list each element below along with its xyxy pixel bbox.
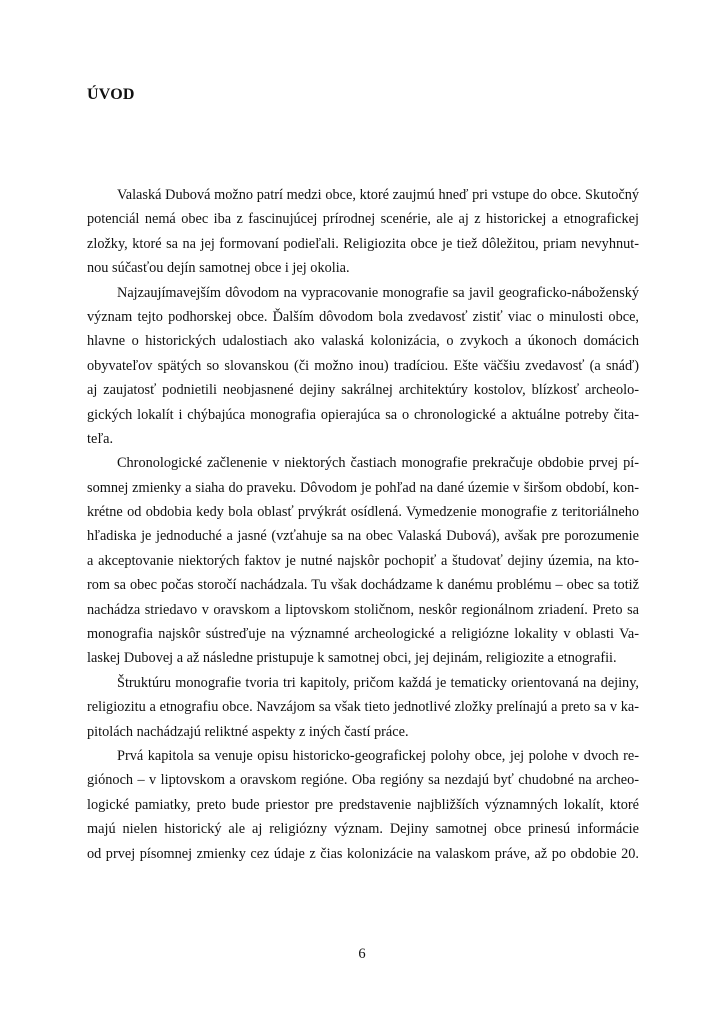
text-line: somnej zmienky a siaha do praveku. Dôvodom je pohľad na dané územie v širšom období, kon- bbox=[87, 479, 639, 496]
text-line: rom sa obec počas storočí nachádzala. Tu však dochádzame k danému problému – obec sa totiž bbox=[87, 577, 639, 594]
text-line: logické pamiatky, preto bude priestor pre predstavenie najbližších významných lokalít, ktoré bbox=[87, 796, 639, 813]
text-line: religiozitu a etnografiu obce. Navzájom sa však tieto jednotlivé zložky prelínajú a preto sa v ka- bbox=[87, 699, 639, 716]
text-line: teľa. bbox=[87, 430, 114, 447]
text-line: nachádza striedavo v oravskom a liptovskom stoličnom, neskôr regionálnom zriadení. Preto sa bbox=[87, 601, 639, 618]
text-line: zložky, ktoré sa na jej formovaní podieľali. Religiozita obce je tiež dôležitou, priam nevyhnut- bbox=[87, 235, 639, 252]
paragraph bbox=[87, 183, 639, 281]
text-line: krétne od obdobia kedy bola oblasť prvýkrát osídlená. Vymedzenie monografie z teritoriálneho bbox=[87, 504, 639, 521]
text-line: Najzaujímavejším dôvodom na vypracovanie monografie sa javil geograficko-náboženský bbox=[117, 284, 639, 301]
text-line: Prvá kapitola sa venuje opisu historicko-geografickej polohy obce, jej polohe v dvoch re- bbox=[117, 747, 639, 764]
paragraph bbox=[87, 451, 639, 671]
paragraph bbox=[87, 671, 639, 744]
body-text bbox=[87, 183, 639, 866]
paragraph bbox=[87, 281, 639, 452]
text-line: nou súčasťou dejín samotnej obce i jej okolia. bbox=[87, 260, 350, 277]
text-line: monografia najskôr sústreďuje na významné archeologické a religiózne lokality v oblasti Va- bbox=[87, 626, 639, 643]
text-line: význam tejto podhorskej obce. Ďalším dôvodom bola zvedavosť zistiť viac o minulosti obce, bbox=[87, 308, 639, 325]
text-line: od prvej písomnej zmienky cez údaje z čias kolonizácie na valaskom práve, až po obdobie 20. bbox=[87, 845, 639, 862]
text-line: aj zaujatosť podnietili neobjasnené dejiny sakrálnej architektúry kostolov, blízkosť archeolo- bbox=[87, 382, 639, 399]
page-number: 6 bbox=[358, 946, 366, 962]
text-line: Chronologické začlenenie v niektorých častiach monografie prekračuje obdobie prvej pí- bbox=[117, 455, 639, 472]
paragraph bbox=[87, 744, 639, 866]
text-line: giónoch – v liptovskom a oravskom regióne. Oba regióny sa nezdajú byť chudobné na archeo- bbox=[87, 772, 639, 789]
text-line: Valaská Dubová možno patrí medzi obce, ktoré zaujmú hneď pri vstupe do obce. Skutočný bbox=[117, 187, 639, 203]
text-line: gických lokalít i chýbajúca monografia opierajúca sa o chronologické a aktuálne potreby čita- bbox=[87, 406, 639, 423]
text-line: majú nielen historický ale aj religiózny význam. Dejiny samotnej obce prinesú informácie bbox=[87, 821, 639, 838]
text-line: a akceptovanie niektorých faktov je nutné najskôr pochopiť a študovať dejiny územia, na kto- bbox=[87, 552, 639, 569]
text-line: obyvateľov spätých so slovanskou (či možno inou) tradíciou. Ešte väčšiu zvedavosť (a snáď) bbox=[87, 357, 639, 374]
text-line: pitolách nachádzajú reliktné aspekty z iných častí práce. bbox=[87, 723, 409, 740]
text-line: potenciál nemá obec iba z fascinujúcej prírodnej scenérie, ale aj z historickej a etnografickej bbox=[87, 211, 639, 228]
text-line: hlavne o historických udalostiach ako valaská kolonizácia, o zvykoch a úkonoch domácich bbox=[87, 333, 639, 350]
text-line: Štruktúru monografie tvoria tri kapitoly, pričom každá je tematicky orientovaná na dejiny, bbox=[117, 674, 639, 691]
text-line: hľadiska je jednoduché a jasné (vzťahuje sa na obec Valaská Dubová), avšak pre porozumenie bbox=[87, 528, 639, 545]
text-line: laskej Dubovej a až následne pristupuje k samotnej obci, jej dejinám, religiozite a etnografii. bbox=[87, 650, 617, 667]
section-heading: ÚVOD bbox=[87, 86, 135, 103]
